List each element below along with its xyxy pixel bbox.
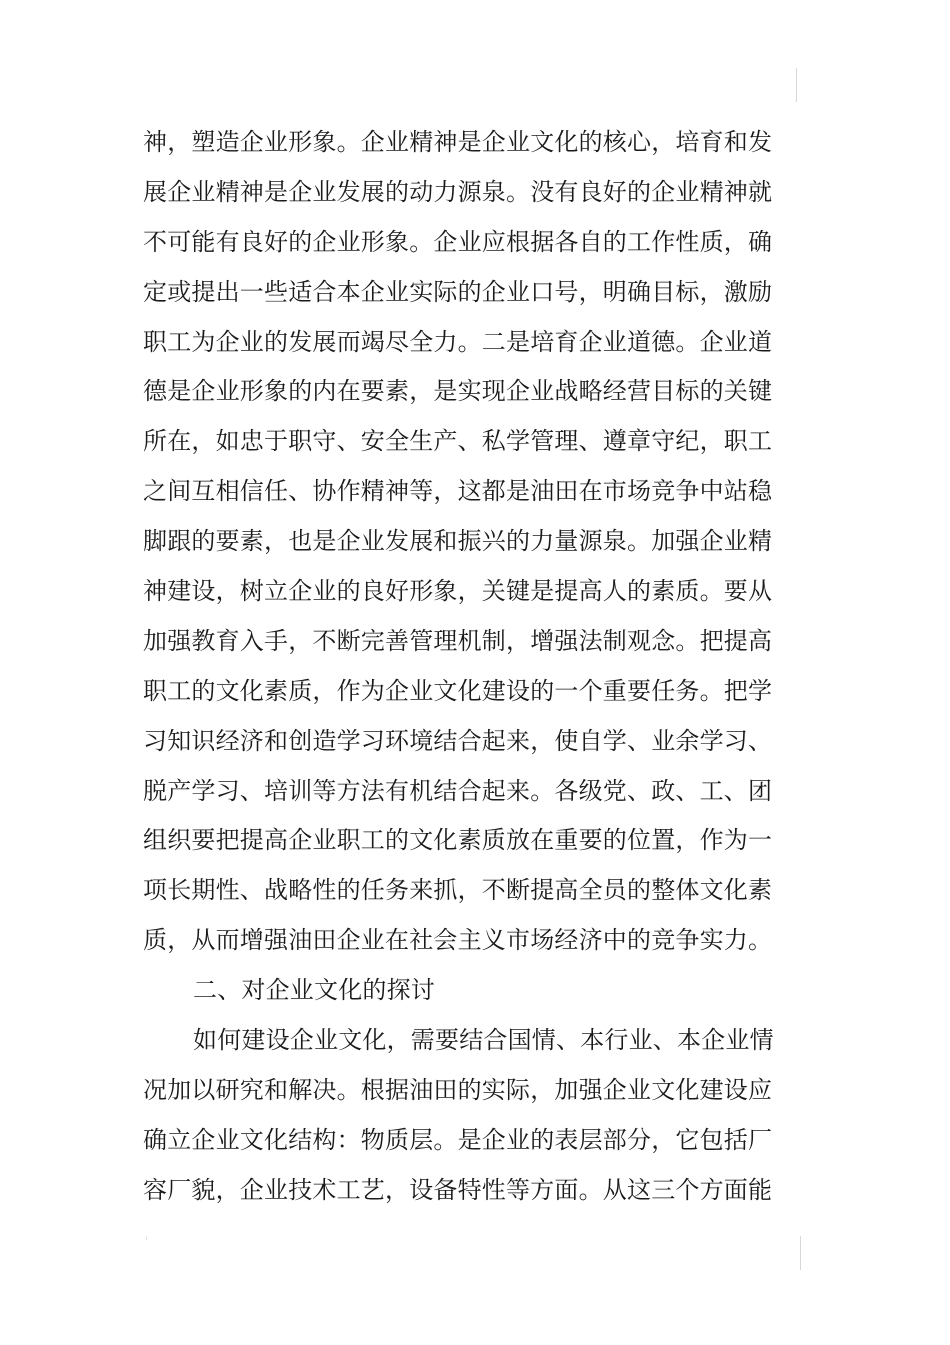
paragraph-line: 质，从而增强油田企业在社会主义市场经济中的竞争实力。 [143,926,773,955]
paragraph-line: 加强教育入手，不断完善管理机制，增强法制观念。把提高 [143,626,773,655]
paragraph-line: 容厂貌，企业技术工艺，设备特性等方面。从这三个方面能 [143,1175,773,1204]
paragraph-line: 神建设，树立企业的良好形象，关键是提高人的素质。要从 [143,577,773,606]
section-heading: 二、对企业文化的探讨 [193,976,435,1005]
crop-mark-top-right [796,68,797,102]
crop-mark-bottom-left [146,1236,147,1240]
paragraph-line: 之间互相信任、协作精神等，这都是油田在市场竞争中站稳 [143,477,773,506]
crop-mark-bottom-right [800,1236,801,1270]
paragraph-line: 如何建设企业文化，需要结合国情、本行业、本企业情 [193,1026,774,1055]
paragraph-line: 所在，如忠于职守、安全生产、私学管理、遵章守纪，职工 [143,427,773,456]
paragraph-line: 况加以研究和解决。根据油田的实际，加强企业文化建设应 [143,1075,773,1104]
paragraph-line: 确立企业文化结构：物质层。是企业的表层部分，它包括厂 [143,1125,773,1154]
paragraph-line: 习知识经济和创造学习环境结合起来，使自学、业余学习、 [143,726,773,755]
paragraph-line: 不可能有良好的企业形象。企业应根据各自的工作性质，确 [143,227,773,256]
paragraph-line: 组织要把提高企业职工的文化素质放在重要的位置，作为一 [143,826,773,855]
paragraph-line: 神，塑造企业形象。企业精神是企业文化的核心，培育和发 [143,128,773,156]
paragraph-line: 展企业精神是企业发展的动力源泉。没有良好的企业精神就 [143,177,773,206]
paragraph-line: 德是企业形象的内在要素，是实现企业战略经营目标的关键 [143,377,773,406]
paragraph-line: 项长期性、战略性的任务来抓，不断提高全员的整体文化素 [143,876,773,905]
paragraph-line: 职工为企业的发展而竭尽全力。二是培育企业道德。企业道 [143,327,773,356]
paragraph-line: 定或提出一些适合本企业实际的企业口号，明确目标，激励 [143,277,773,306]
paragraph-line: 脱产学习、培训等方法有机结合起来。各级党、政、工、团 [143,776,773,805]
paragraph-line: 职工的文化素质，作为企业文化建设的一个重要任务。把学 [143,676,773,705]
paragraph-line: 脚跟的要素，也是企业发展和振兴的力量源泉。加强企业精 [143,527,773,556]
body-text [143,118,774,1216]
